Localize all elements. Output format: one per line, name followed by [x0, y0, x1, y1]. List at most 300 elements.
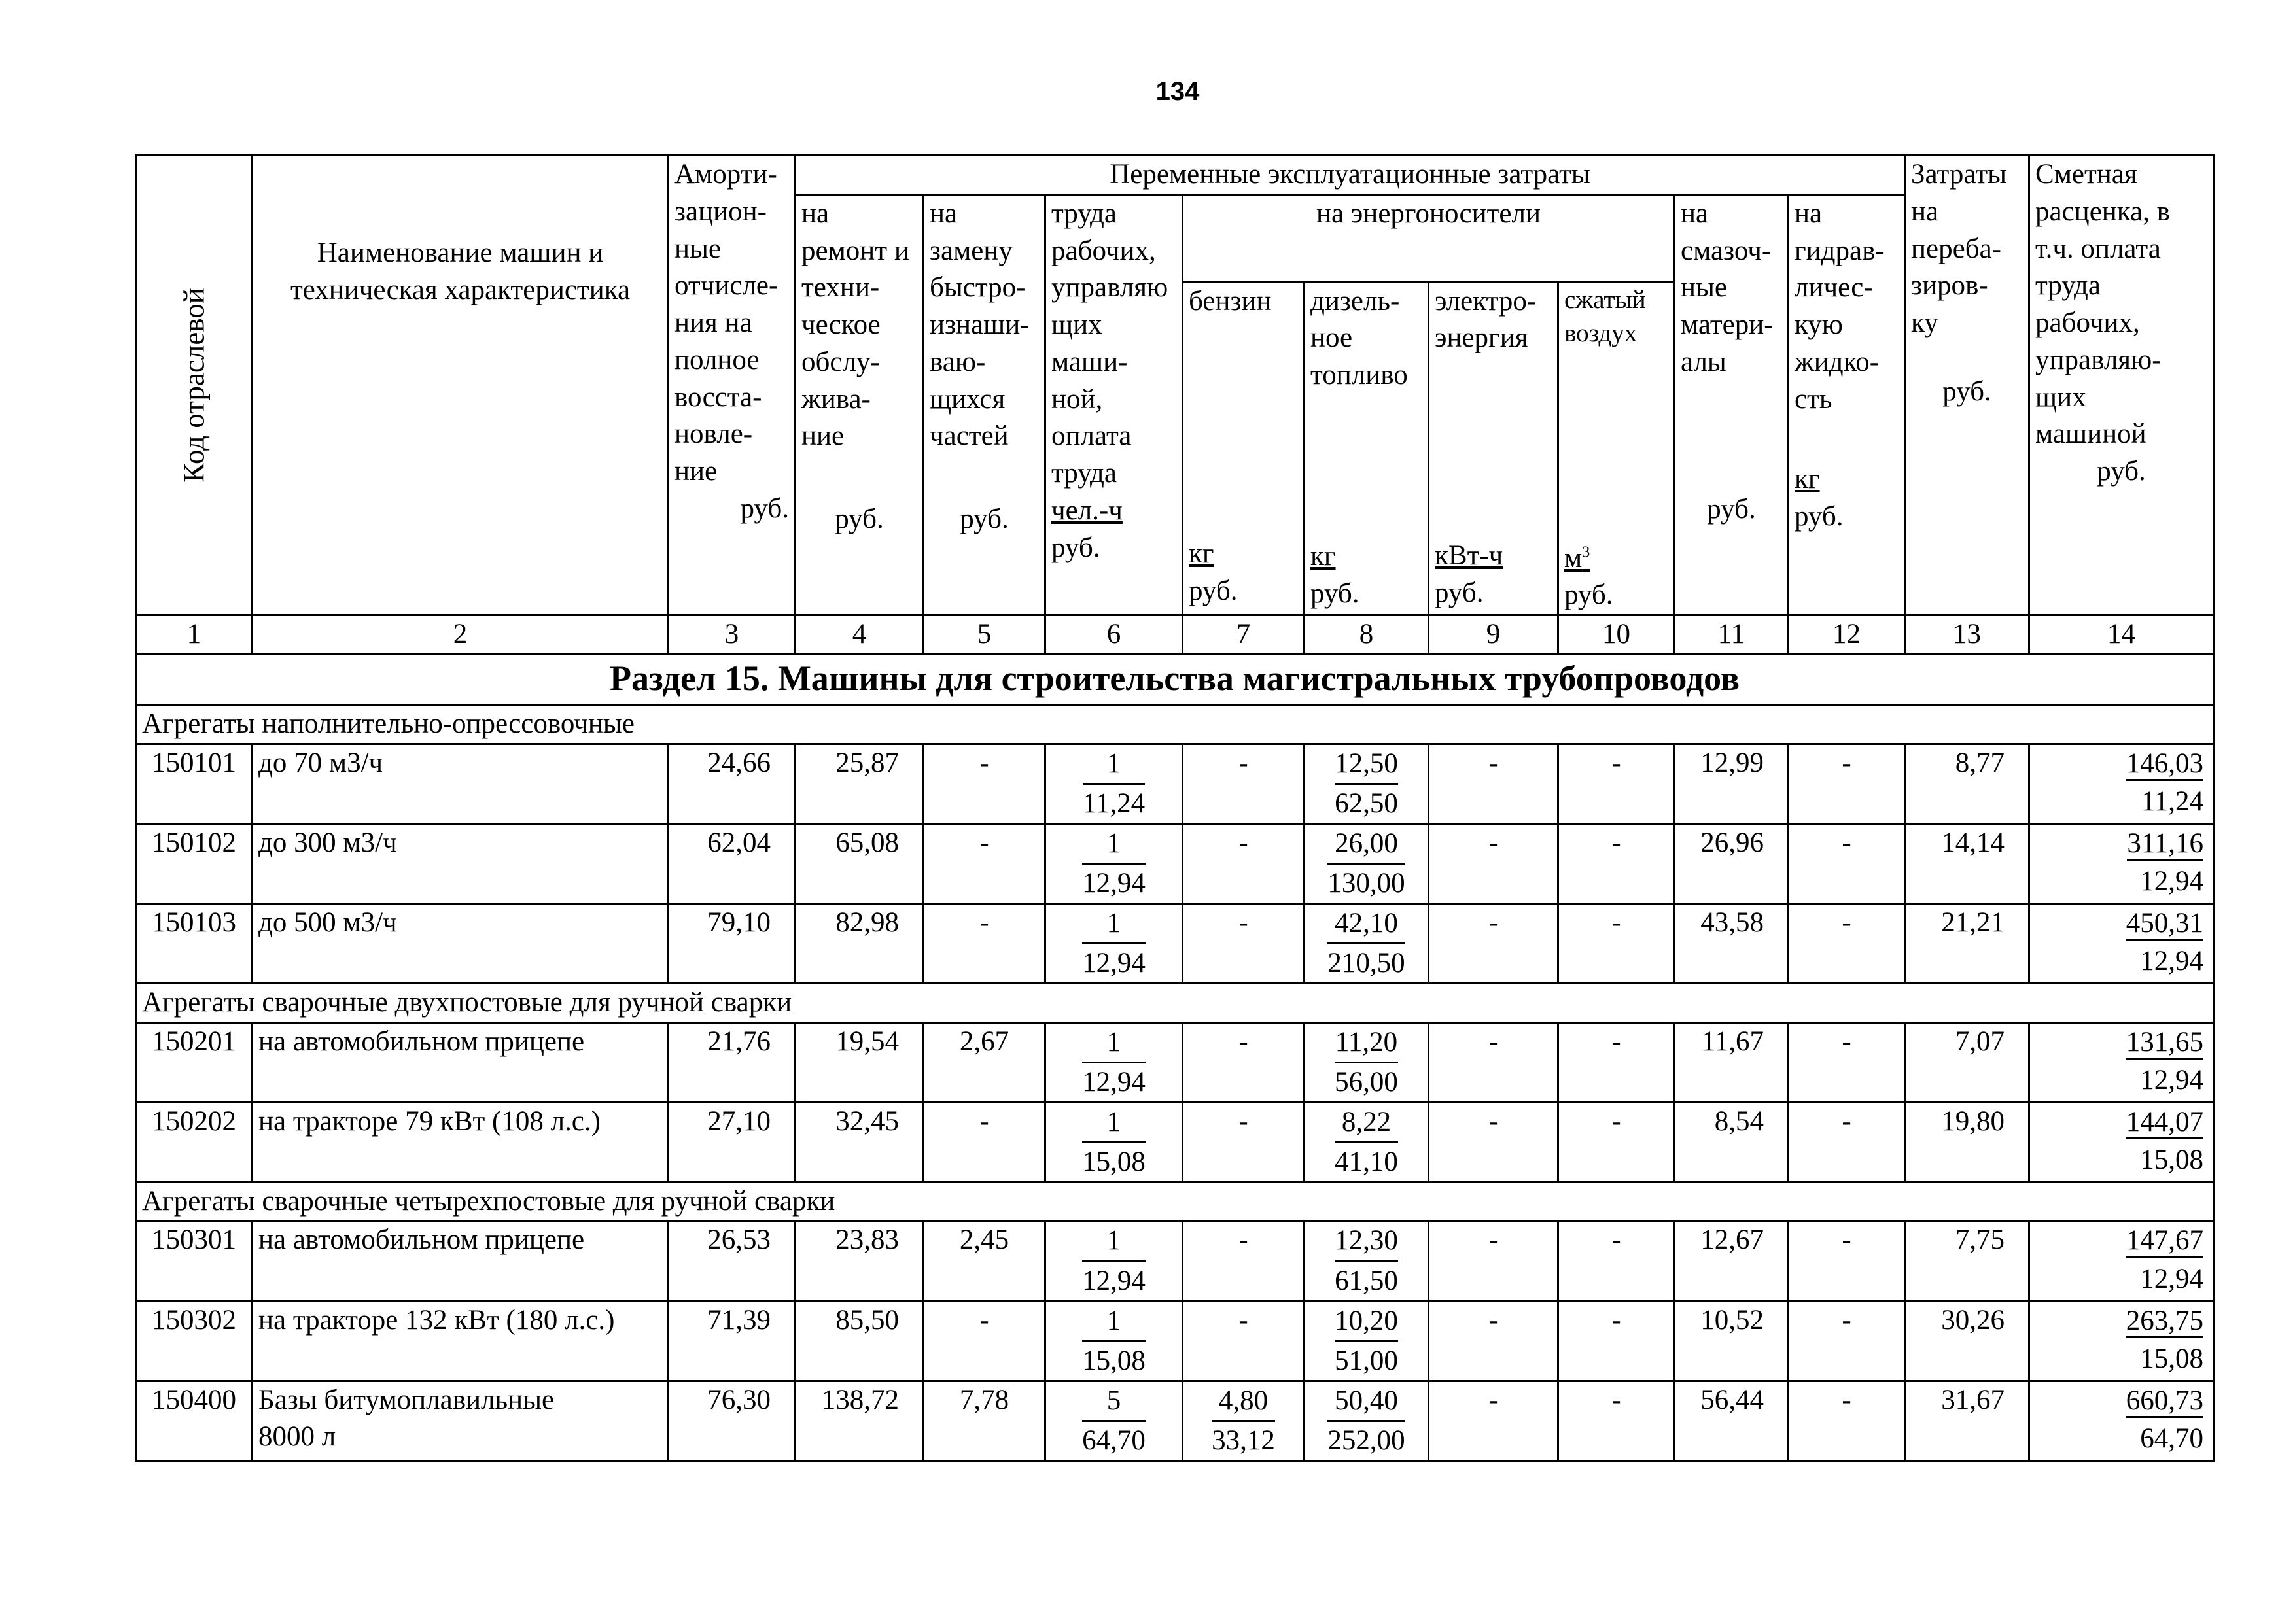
- header-line: ческое: [801, 309, 881, 340]
- header-line: частей: [930, 421, 1009, 452]
- lubricants-value: 43,58: [1675, 903, 1789, 983]
- machine-name: на тракторе 132 кВт (180 л.с.): [253, 1301, 669, 1381]
- estimate-value-top: 311,16: [2127, 828, 2203, 861]
- machine-code: 150301: [136, 1221, 253, 1301]
- labor-value: [1045, 1221, 1183, 1301]
- header-electricity-unit-top: кВт-ч: [1435, 540, 1503, 572]
- header-line: на: [1795, 198, 1823, 229]
- header-line: зацион-: [674, 196, 767, 227]
- header-line: воздух: [1564, 319, 1638, 348]
- estimate-value-bottom: 12,94: [2140, 945, 2204, 976]
- diesel-value-bottom: 210,50: [1327, 947, 1405, 978]
- estimate-value-bottom: 11,24: [2141, 786, 2204, 817]
- header-line: изнаши-: [930, 309, 1030, 340]
- header-variable-costs: [796, 156, 1905, 195]
- estimate-value-bottom: 15,08: [2140, 1144, 2204, 1175]
- estimate-value-top: 147,67: [2126, 1225, 2203, 1258]
- table-row: [136, 903, 2214, 983]
- compressed-air-value: -: [1558, 1381, 1675, 1460]
- diesel-value: [1305, 744, 1429, 823]
- estimate-value-bottom: 64,70: [2140, 1423, 2204, 1454]
- diesel-value: [1305, 903, 1429, 983]
- parts-value: 7,78: [924, 1381, 1045, 1460]
- group-row: [136, 704, 2214, 744]
- parts-value: -: [924, 1102, 1045, 1182]
- estimate-value: [2029, 1301, 2214, 1381]
- header-line: новле-: [674, 419, 753, 450]
- header-line: смазоч-: [1681, 235, 1772, 266]
- compressed-air-value: -: [1558, 903, 1675, 983]
- column-number: 4: [796, 615, 924, 655]
- machine-code: 150201: [136, 1022, 253, 1102]
- diesel-value-top: 50,40: [1327, 1382, 1405, 1422]
- header-estimate-unit: руб.: [2097, 456, 2146, 487]
- page-number: 134: [1155, 77, 1200, 106]
- hydraulic-value: -: [1789, 1221, 1905, 1301]
- column-number: 9: [1429, 615, 1558, 655]
- header-line: топливо: [1310, 360, 1408, 391]
- header-line: рабочих,: [2035, 307, 2140, 338]
- amortization-value: 26,53: [669, 1221, 796, 1301]
- labor-value: [1045, 1022, 1183, 1102]
- header-petrol: [1183, 282, 1305, 615]
- header-name-label: Наименование машин и техническая характеристика: [290, 237, 631, 305]
- estimate-value: [2029, 1221, 2214, 1301]
- labor-value-top: 1: [1082, 1024, 1146, 1063]
- header-energy: [1183, 194, 1675, 282]
- header-line: полное: [674, 344, 760, 375]
- header-labor-unit-bot: руб.: [1051, 532, 1100, 563]
- header-line: сжатый: [1564, 285, 1646, 314]
- header-compressed-air: [1558, 282, 1675, 615]
- header-line: дизель-: [1310, 285, 1400, 317]
- machine-code: 150102: [136, 823, 253, 903]
- header-line: ные: [674, 233, 721, 264]
- diesel-value: [1305, 1301, 1429, 1381]
- header-petrol-unit-top: кг: [1189, 538, 1214, 570]
- header-amortization-lines: [674, 156, 789, 491]
- header-line: маши-: [1051, 346, 1128, 377]
- header-line: рабочих,: [1051, 235, 1156, 266]
- header-line: замену: [930, 235, 1013, 266]
- header-name: [253, 156, 669, 615]
- header-line: обслу-: [801, 346, 880, 377]
- header-line: ку: [1911, 307, 1938, 338]
- table-row: [136, 1102, 2214, 1182]
- column-number: 6: [1045, 615, 1183, 655]
- labor-value-top: 1: [1082, 825, 1146, 865]
- machine-code: 150101: [136, 744, 253, 823]
- header-line: управляю-: [2035, 344, 2162, 375]
- machine-code: 150202: [136, 1102, 253, 1182]
- repair-value: 25,87: [796, 744, 924, 823]
- relocation-value: 31,67: [1905, 1381, 2029, 1460]
- diesel-value-bottom: 51,00: [1335, 1345, 1398, 1376]
- labor-value-top: 1: [1082, 1222, 1146, 1262]
- estimate-value-bottom: 15,08: [2140, 1343, 2204, 1374]
- petrol-value: [1183, 1381, 1305, 1460]
- lubricants-value: 56,44: [1675, 1381, 1789, 1460]
- relocation-value: 30,26: [1905, 1301, 2029, 1381]
- group-row: [136, 1182, 2214, 1221]
- estimate-value: [2029, 744, 2214, 823]
- header-electricity-lines: [1435, 283, 1552, 358]
- estimate-value-bottom: 12,94: [2140, 865, 2204, 897]
- header-petrol-unit-bot: руб.: [1189, 576, 1238, 607]
- amortization-value: 79,10: [669, 903, 796, 983]
- electricity-value: -: [1429, 1102, 1558, 1182]
- header-hydraulic-unit-top: кг: [1795, 464, 1820, 495]
- estimate-value-top: 660,73: [2126, 1385, 2203, 1418]
- header-parts: [924, 194, 1045, 615]
- column-number: 7: [1183, 615, 1305, 655]
- labor-value-bottom: 12,94: [1082, 1265, 1146, 1296]
- labor-value-top: 1: [1082, 1103, 1146, 1143]
- header-diesel-unit-bot: руб.: [1310, 578, 1359, 609]
- header-line: труда: [1051, 458, 1117, 489]
- header-estimate: [2029, 156, 2214, 615]
- machine-name: до 500 м3/ч: [253, 903, 669, 983]
- column-number: 11: [1675, 615, 1789, 655]
- header-line: быстро-: [930, 272, 1026, 303]
- header-repair-lines: [801, 196, 917, 455]
- header-compressed-air-lines: [1564, 283, 1668, 351]
- header-estimate-lines: [2035, 156, 2207, 453]
- amortization-value: 71,39: [669, 1301, 796, 1381]
- estimate-value: [2029, 1022, 2214, 1102]
- column-number: 1: [136, 615, 253, 655]
- diesel-value-top: 10,20: [1335, 1302, 1398, 1342]
- table-row: [136, 744, 2214, 823]
- column-number: 3: [669, 615, 796, 655]
- header-relocation-lines: [1911, 156, 2023, 342]
- header-line: ние: [801, 421, 845, 452]
- electricity-value: -: [1429, 1022, 1558, 1102]
- header-lubricants: [1675, 194, 1789, 615]
- machine-name: до 70 м3/ч: [253, 744, 669, 823]
- electricity-value: -: [1429, 823, 1558, 903]
- header-line: ные: [1681, 272, 1727, 303]
- estimate-value: [2029, 1102, 2214, 1182]
- machine-name-line: 8000 л: [258, 1421, 336, 1452]
- header-line: техни-: [801, 272, 880, 303]
- table-body: [136, 704, 2214, 1460]
- header-code: [136, 156, 253, 615]
- labor-value: [1045, 1102, 1183, 1182]
- labor-value: [1045, 1381, 1183, 1460]
- header-hydraulic-unit-bot: руб.: [1795, 501, 1844, 532]
- header-diesel-unit-top: кг: [1310, 540, 1336, 572]
- amortization-value: 24,66: [669, 744, 796, 823]
- diesel-value-bottom: 56,00: [1335, 1066, 1398, 1097]
- column-number: 12: [1789, 615, 1905, 655]
- estimate-value-top: 144,07: [2126, 1107, 2203, 1139]
- amortization-value: 27,10: [669, 1102, 796, 1182]
- parts-value: -: [924, 903, 1045, 983]
- hydraulic-value: -: [1789, 1381, 1905, 1460]
- header-compressed-air-unit-bot: руб.: [1564, 579, 1613, 611]
- header-line: переба-: [1911, 233, 2001, 264]
- header-lubricants-lines: [1681, 196, 1782, 381]
- header-line: личес-: [1795, 272, 1873, 303]
- compressed-air-value: -: [1558, 744, 1675, 823]
- hydraulic-value: -: [1789, 1102, 1905, 1182]
- electricity-value: -: [1429, 1381, 1558, 1460]
- header-repair: [796, 194, 924, 615]
- header-line: расценка, в: [2035, 196, 2170, 227]
- diesel-value: [1305, 823, 1429, 903]
- diesel-value: [1305, 1022, 1429, 1102]
- electricity-value: -: [1429, 1221, 1558, 1301]
- amortization-value: 62,04: [669, 823, 796, 903]
- parts-value: -: [924, 1301, 1045, 1381]
- machine-code: 150400: [136, 1381, 253, 1460]
- header-row-1: [136, 156, 2214, 195]
- estimate-value: [2029, 903, 2214, 983]
- header-line: Затраты: [1911, 159, 2007, 190]
- parts-value: -: [924, 744, 1045, 823]
- diesel-value: [1305, 1102, 1429, 1182]
- header-line: щих: [1051, 309, 1102, 340]
- labor-value: [1045, 823, 1183, 903]
- section-title: Раздел 15. Машины для строительства магистральных трубопроводов: [136, 654, 2214, 704]
- header-line: ния на: [674, 307, 752, 338]
- petrol-value-top: 4,80: [1212, 1382, 1275, 1422]
- relocation-value: 21,21: [1905, 903, 2029, 983]
- header-line: ное: [1310, 322, 1353, 354]
- column-numbers-row: [136, 615, 2214, 655]
- labor-value-bottom: 12,94: [1082, 1066, 1146, 1097]
- header-line: на: [1681, 198, 1709, 229]
- header-line: жива-: [801, 383, 871, 415]
- estimate-value: [2029, 1381, 2214, 1460]
- labor-value-bottom: 64,70: [1082, 1425, 1146, 1456]
- header-line: труда: [1051, 198, 1117, 229]
- estimate-value-top: 450,31: [2126, 908, 2203, 941]
- column-number: 2: [253, 615, 669, 655]
- header-line: алы: [1681, 346, 1726, 377]
- diesel-value: [1305, 1381, 1429, 1460]
- header-parts-unit: руб.: [960, 504, 1009, 534]
- machine-name: на автомобильном прицепе: [253, 1221, 669, 1301]
- compressed-air-value: -: [1558, 823, 1675, 903]
- labor-value-top: 5: [1082, 1382, 1146, 1422]
- parts-value: 2,67: [924, 1022, 1045, 1102]
- machine-code: 150103: [136, 903, 253, 983]
- repair-value: 19,54: [796, 1022, 924, 1102]
- machine-name: на автомобильном прицепе: [253, 1022, 669, 1102]
- labor-value-bottom: 15,08: [1082, 1146, 1146, 1177]
- header-line: жидко-: [1795, 346, 1880, 377]
- diesel-value-top: 11,20: [1335, 1024, 1398, 1063]
- hydraulic-value: -: [1789, 1301, 1905, 1381]
- table-row: [136, 1221, 2214, 1301]
- estimate-value-top: 146,03: [2126, 748, 2203, 781]
- petrol-value: -: [1183, 823, 1305, 903]
- header-lubricants-unit: руб.: [1707, 493, 1756, 525]
- labor-value-top: 1: [1082, 905, 1146, 944]
- column-number: 8: [1305, 615, 1429, 655]
- compressed-air-value: -: [1558, 1221, 1675, 1301]
- repair-value: 32,45: [796, 1102, 924, 1182]
- petrol-value: -: [1183, 1022, 1305, 1102]
- group-title: Агрегаты сварочные двухпостовые для ручной сварки: [136, 983, 2214, 1022]
- table-row: [136, 1022, 2214, 1102]
- estimate-value-bottom: 12,94: [2140, 1064, 2204, 1096]
- machine-name-line: Базы битумоплавильные: [258, 1384, 555, 1415]
- repair-value: 138,72: [796, 1381, 924, 1460]
- hydraulic-value: -: [1789, 1022, 1905, 1102]
- header-line: на: [930, 198, 958, 229]
- header-amortization-unit: руб.: [740, 492, 789, 524]
- parts-value: -: [924, 823, 1045, 903]
- lubricants-value: 26,96: [1675, 823, 1789, 903]
- section-title-row: [136, 654, 2214, 704]
- header-line: щих: [2035, 381, 2086, 413]
- header-variable-costs-label: Переменные эксплуатационные затраты: [1110, 159, 1590, 190]
- electricity-value: -: [1429, 903, 1558, 983]
- machine-name: до 300 м3/ч: [253, 823, 669, 903]
- header-electricity: [1429, 282, 1558, 615]
- labor-value-bottom: 12,94: [1082, 947, 1146, 978]
- header-parts-lines: [930, 196, 1039, 455]
- relocation-value: 19,80: [1905, 1102, 2029, 1182]
- lubricants-value: 12,99: [1675, 744, 1789, 823]
- repair-value: 82,98: [796, 903, 924, 983]
- column-number: 10: [1558, 615, 1675, 655]
- labor-value-bottom: 11,24: [1082, 787, 1146, 819]
- header-labor-lines: [1051, 196, 1176, 492]
- header-line: энергия: [1435, 322, 1528, 354]
- electricity-value: -: [1429, 744, 1558, 823]
- table-row: [136, 1301, 2214, 1381]
- estimate-value: [2029, 823, 2214, 903]
- header-diesel-lines: [1310, 283, 1422, 394]
- petrol-value: -: [1183, 903, 1305, 983]
- diesel-value-top: 26,00: [1327, 825, 1405, 865]
- header-relocation-unit: руб.: [1942, 375, 1991, 407]
- labor-value-top: 1: [1083, 745, 1145, 785]
- header-line: на: [1911, 196, 1939, 227]
- group-row: [136, 983, 2214, 1022]
- header-line: Аморти-: [674, 159, 777, 190]
- diesel-value: [1305, 1221, 1429, 1301]
- header-line: кую: [1795, 309, 1843, 340]
- column-number: 5: [924, 615, 1045, 655]
- petrol-value: -: [1183, 744, 1305, 823]
- lubricants-value: 8,54: [1675, 1102, 1789, 1182]
- header-line: электро-: [1435, 285, 1537, 317]
- labor-value: [1045, 903, 1183, 983]
- repair-value: 65,08: [796, 823, 924, 903]
- repair-value: 23,83: [796, 1221, 924, 1301]
- header-hydraulic: [1789, 194, 1905, 615]
- group-title: Агрегаты сварочные четырехпостовые для ручной сварки: [136, 1182, 2214, 1221]
- petrol-value: -: [1183, 1301, 1305, 1381]
- header-line: гидрав-: [1795, 235, 1885, 266]
- petrol-value: -: [1183, 1102, 1305, 1182]
- compressed-air-value: -: [1558, 1301, 1675, 1381]
- amortization-value: 21,76: [669, 1022, 796, 1102]
- diesel-value-top: 8,22: [1335, 1103, 1398, 1143]
- diesel-value-bottom: 252,00: [1327, 1425, 1405, 1456]
- diesel-value-bottom: 62,50: [1335, 787, 1398, 819]
- petrol-value-bottom: 33,12: [1212, 1425, 1275, 1456]
- hydraulic-value: -: [1789, 903, 1905, 983]
- header-compressed-air-unit-top: $м^3$: [1564, 542, 1590, 574]
- header-diesel: [1305, 282, 1429, 615]
- amortization-value: 76,30: [669, 1381, 796, 1460]
- column-number: 14: [2029, 615, 2214, 655]
- diesel-value-bottom: 130,00: [1327, 867, 1405, 899]
- group-title: Агрегаты наполнительно-опрессовочные: [136, 704, 2214, 744]
- header-labor-unit-top: чел.-ч: [1051, 494, 1123, 526]
- header-line: восста-: [674, 381, 762, 413]
- hydraulic-value: -: [1789, 744, 1905, 823]
- header-line: ваю-: [930, 346, 986, 377]
- header-line: труда: [2035, 270, 2101, 302]
- header-amortization: [669, 156, 796, 615]
- header-labor: [1045, 194, 1183, 615]
- lubricants-value: 11,67: [1675, 1022, 1789, 1102]
- diesel-value-top: 12,50: [1335, 745, 1398, 785]
- labor-value-top: 1: [1082, 1302, 1146, 1342]
- compressed-air-value: -: [1558, 1102, 1675, 1182]
- header-relocation: [1905, 156, 2029, 615]
- table-row: [136, 1381, 2214, 1460]
- header-line: ремонт и: [801, 235, 909, 266]
- diesel-value-top: 42,10: [1327, 905, 1405, 944]
- header-code-label: Код отраслевой: [177, 288, 210, 483]
- labor-value: [1045, 744, 1183, 823]
- machine-rates-table: [135, 154, 2215, 1462]
- header-line: управляю: [1051, 272, 1168, 303]
- diesel-value-bottom: 41,10: [1335, 1146, 1398, 1177]
- labor-value: [1045, 1301, 1183, 1381]
- header-line: ной,: [1051, 383, 1103, 415]
- estimate-value-top: 131,65: [2126, 1027, 2203, 1060]
- relocation-value: 14,14: [1905, 823, 2029, 903]
- header-line: на: [801, 198, 830, 229]
- relocation-value: 7,07: [1905, 1022, 2029, 1102]
- header-line: сть: [1795, 383, 1832, 415]
- machine-name: на тракторе 79 кВт (108 л.с.): [253, 1102, 669, 1182]
- lubricants-value: 12,67: [1675, 1221, 1789, 1301]
- header-energy-label: на энергоносители: [1316, 198, 1541, 229]
- petrol-value: -: [1183, 1221, 1305, 1301]
- estimate-value-bottom: 12,94: [2140, 1263, 2204, 1294]
- repair-value: 85,50: [796, 1301, 924, 1381]
- header-line: Сметная: [2035, 159, 2137, 190]
- electricity-value: -: [1429, 1301, 1558, 1381]
- header-line: оплата: [1051, 421, 1132, 452]
- diesel-value-bottom: 61,50: [1335, 1265, 1398, 1296]
- header-line: матери-: [1681, 309, 1774, 340]
- table-row: [136, 823, 2214, 903]
- machine-code: 150302: [136, 1301, 253, 1381]
- machine-name: [253, 1381, 669, 1460]
- labor-value-bottom: 12,94: [1082, 867, 1146, 899]
- header-electricity-unit-bot: руб.: [1435, 577, 1484, 608]
- header-repair-unit: руб.: [835, 504, 884, 534]
- header-line: отчисле-: [674, 270, 779, 302]
- header-line: машиной: [2035, 419, 2146, 450]
- hydraulic-value: -: [1789, 823, 1905, 903]
- header-line: щихся: [930, 383, 1006, 415]
- header-line: т.ч. оплата: [2035, 233, 2161, 264]
- lubricants-value: 10,52: [1675, 1301, 1789, 1381]
- parts-value: 2,45: [924, 1221, 1045, 1301]
